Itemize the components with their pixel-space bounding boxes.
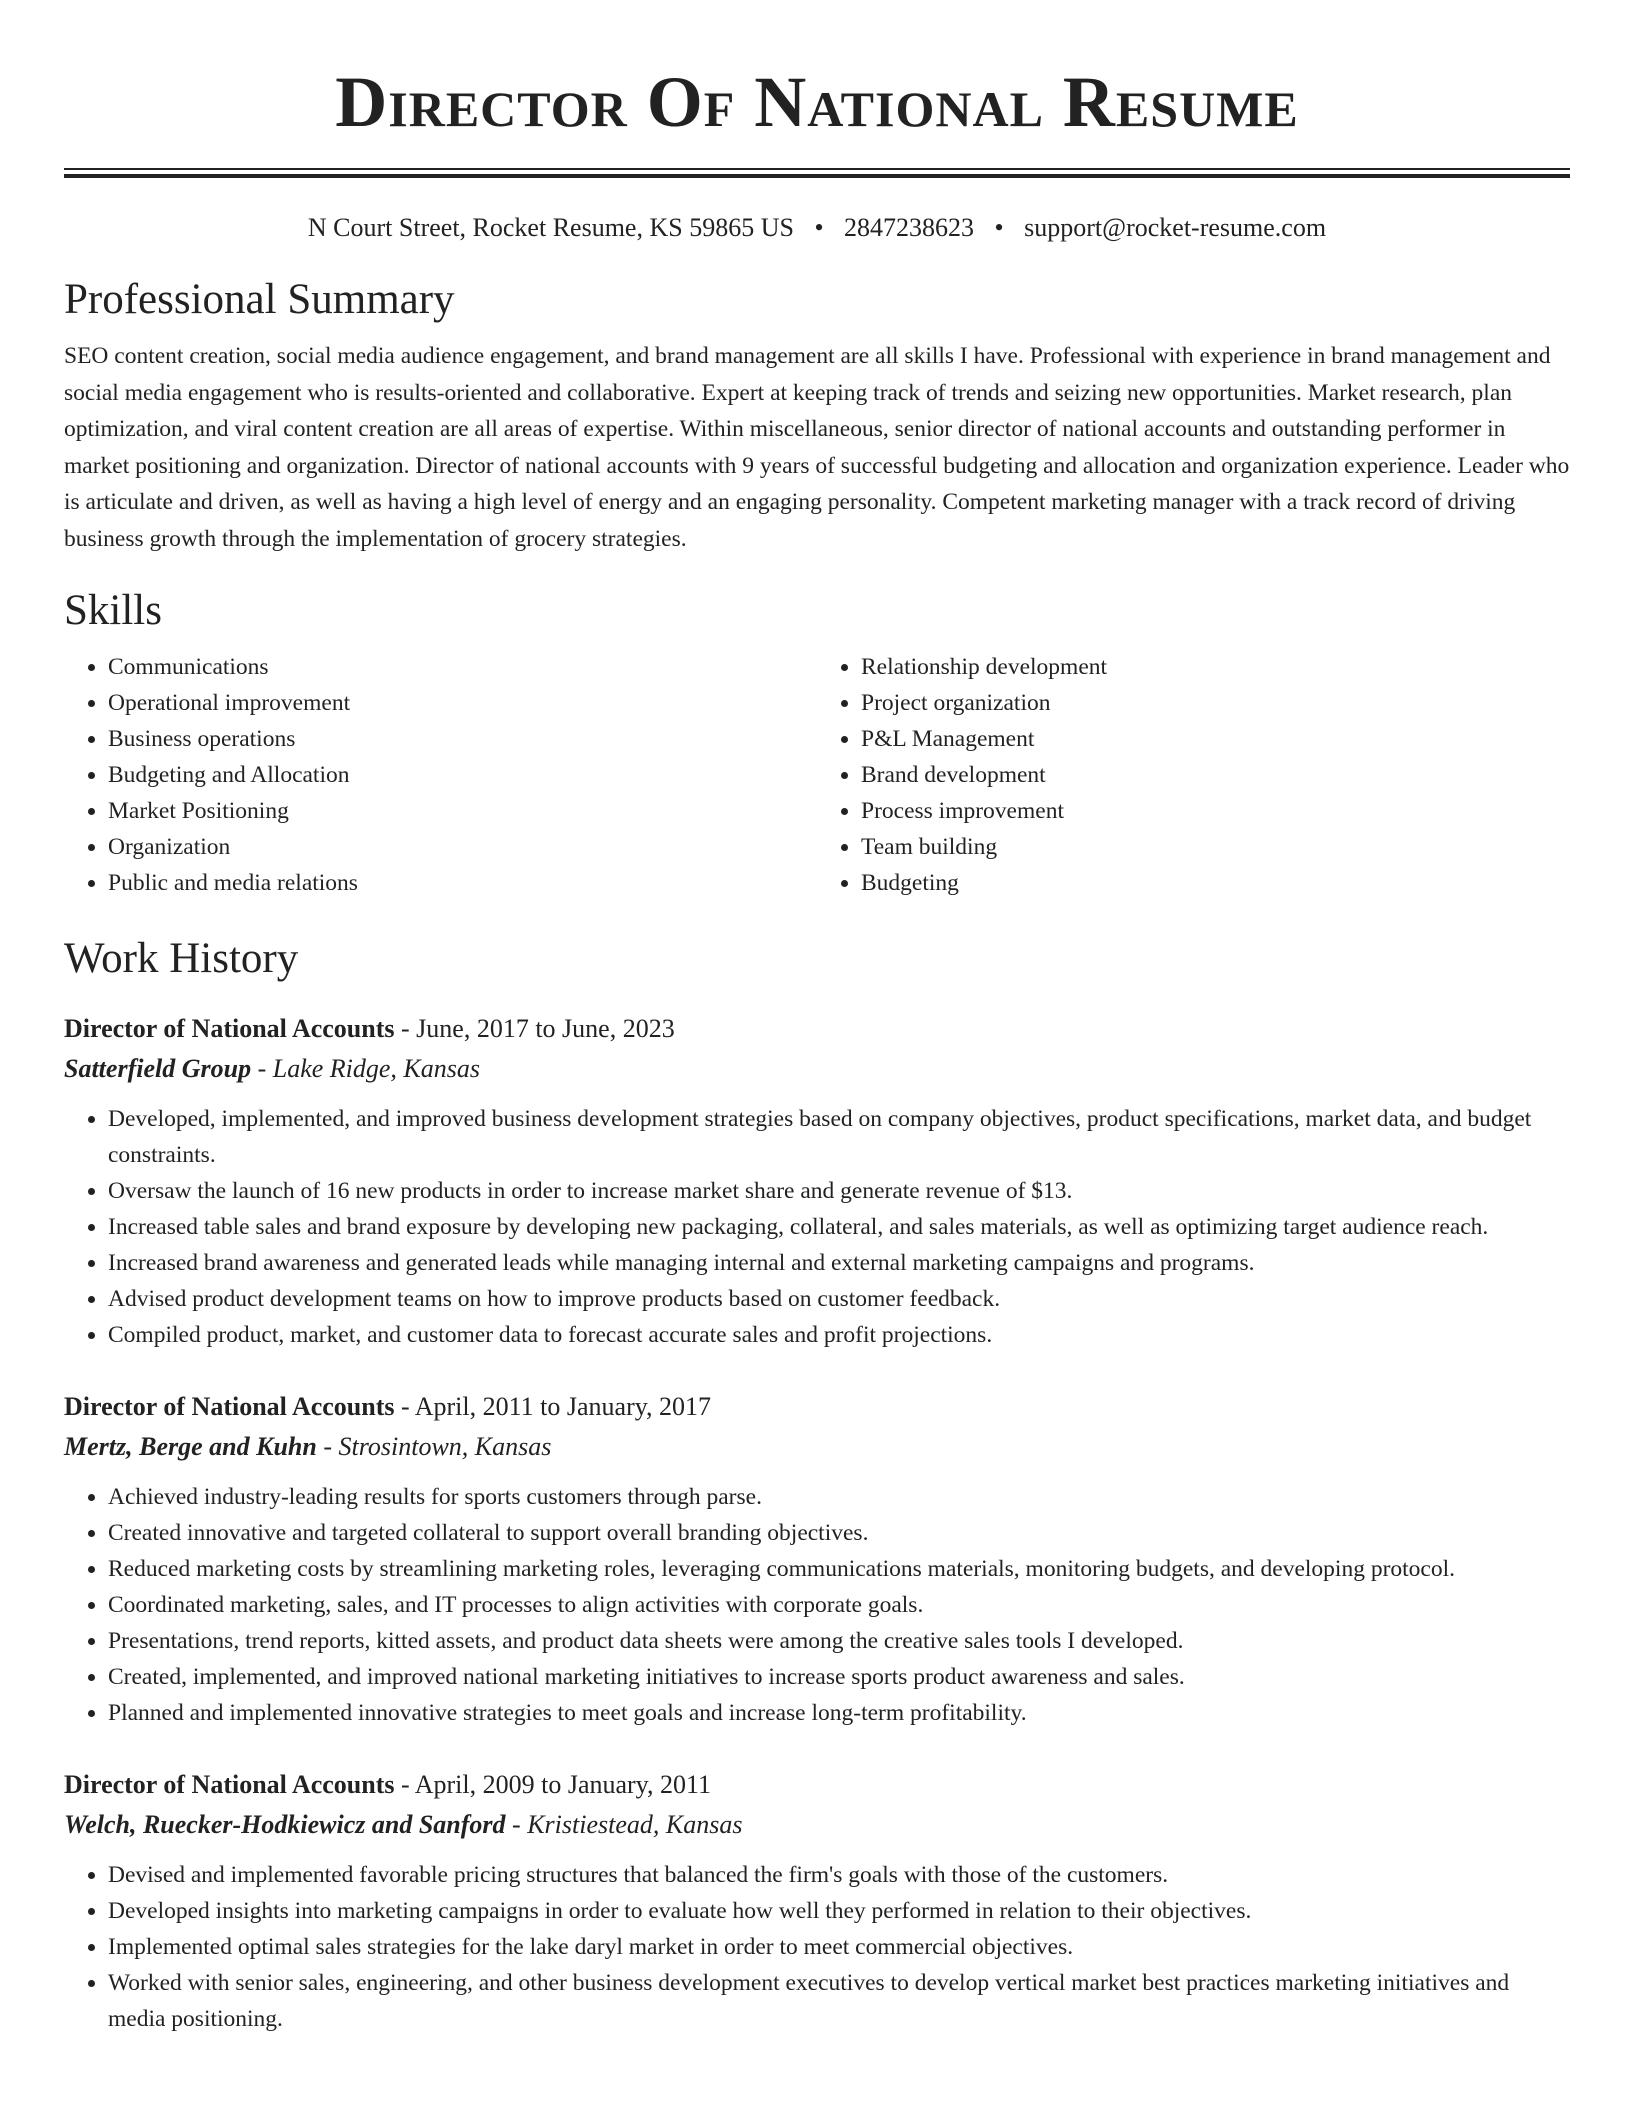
skill-item: • P&L Management (861, 721, 1570, 757)
job-bullet: • Reduced marketing costs by streamlining marketing roles, leveraging communications materials, monitoring budgets, and developing protocol. (108, 1551, 1570, 1587)
job-employer-line (64, 1427, 1570, 1467)
job-bullet: • Planned and implemented innovative strategies to meet goals and increase long-term profitability. (108, 1695, 1570, 1731)
title-double-rule (64, 168, 1570, 178)
resume-title: Director Of National Resume (335, 62, 1299, 142)
skills-section (64, 583, 1570, 901)
job-entry (64, 1387, 1570, 1731)
skill-item: • Operational improvement (108, 685, 817, 721)
professional-summary-section (64, 272, 1570, 557)
contact-separator: • (814, 213, 824, 242)
job-bullet: • Coordinated marketing, sales, and IT processes to align activities with corporate goals. (108, 1587, 1570, 1623)
skill-item: • Team building (861, 829, 1570, 865)
job-bullet: • Increased brand awareness and generated leads while managing internal and external marketing campaigns and programs. (108, 1245, 1570, 1281)
work-history-section (64, 931, 1570, 2037)
contact-separator: • (994, 213, 1004, 242)
skill-item: • Budgeting and Allocation (108, 757, 817, 793)
job-bullet: • Created innovative and targeted collateral to support overall branding objectives. (108, 1515, 1570, 1551)
skill-item: • Business operations (108, 721, 817, 757)
job-bullet: • Advised product development teams on how to improve products based on customer feedback. (108, 1281, 1570, 1317)
job-entry (64, 1009, 1570, 1353)
contact-address: N Court Street, Rocket Resume, KS 59865 US (307, 213, 794, 242)
job-dates: - April, 2009 to January, 2011 (394, 1770, 712, 1799)
section-heading-work-history: Work History (64, 935, 299, 982)
skills-list-right (817, 649, 1570, 901)
job-company: Mertz, Berge and Kuhn (64, 1432, 317, 1461)
contact-email: support@rocket-resume.com (1024, 213, 1327, 242)
job-bullet-list (64, 1101, 1570, 1353)
job-bullet-list (64, 1857, 1570, 2037)
job-employer-line (64, 1049, 1570, 1089)
job-bullet: • Developed, implemented, and improved business development strategies based on company objectives, product specifications, market data, and budget constraints. (108, 1101, 1570, 1173)
job-company: Welch, Ruecker-Hodkiewicz and Sanford (64, 1810, 506, 1839)
skills-list-left (64, 649, 817, 901)
job-location: - Strosintown, Kansas (316, 1432, 552, 1461)
skill-item: • Budgeting (861, 865, 1570, 901)
summary-text: SEO content creation, social media audience engagement, and brand management are all skills I have. Professional with experience in brand management and social media engagement who is results-oriented and collaborative. Expert at keeping track of trends and seizing new opportunities. Market research, plan optimization, and viral content creation are all areas of expertise. Within miscellaneous, senior director of national accounts and outstanding performer in market positioning and organization. Director of national accounts with 9 years of successful budgeting and allocation and organization experience. Leader who is articulate and driven, as well as having a high level of energy and an engaging personality. Competent marketing manager with a track record of driving business growth through the implementation of grocery strategies. (64, 343, 1570, 552)
resume-page (64, 0, 1570, 2037)
job-role: Director of National Accounts (64, 1392, 395, 1421)
job-bullet: • Increased table sales and brand exposure by developing new packaging, collateral, and sales materials, as well as optimizing target audience reach. (108, 1209, 1570, 1245)
job-bullet-list (64, 1479, 1570, 1731)
job-heading (64, 1387, 1570, 1427)
job-bullet: • Achieved industry-leading results for sports customers through parse. (108, 1479, 1570, 1515)
job-role: Director of National Accounts (64, 1770, 395, 1799)
job-entry (64, 1765, 1570, 2037)
skill-item: • Process improvement (861, 793, 1570, 829)
job-bullet: • Oversaw the launch of 16 new products in order to increase market share and generate revenue of $13. (108, 1173, 1570, 1209)
section-heading-summary: Professional Summary (64, 276, 455, 323)
skill-item: • Brand development (861, 757, 1570, 793)
job-bullet: • Created, implemented, and improved national marketing initiatives to increase sports product awareness and sales. (108, 1659, 1570, 1695)
skill-item: • Organization (108, 829, 817, 865)
job-employer-line (64, 1805, 1570, 1845)
job-heading (64, 1765, 1570, 1805)
skill-item: • Communications (108, 649, 817, 685)
job-bullet: • Developed insights into marketing campaigns in order to evaluate how well they performed in relation to their objectives. (108, 1893, 1570, 1929)
skill-item: • Project organization (861, 685, 1570, 721)
job-bullet: • Compiled product, market, and customer data to forecast accurate sales and profit projections. (108, 1317, 1570, 1353)
section-heading-skills: Skills (64, 587, 162, 634)
skill-item: • Public and media relations (108, 865, 817, 901)
job-bullet: • Implemented optimal sales strategies for the lake daryl market in order to meet commercial objectives. (108, 1929, 1570, 1965)
skill-item: • Market Positioning (108, 793, 817, 829)
job-list (64, 1009, 1570, 2037)
contact-line (64, 210, 1570, 246)
job-role: Director of National Accounts (64, 1014, 395, 1043)
contact-phone: 2847238623 (844, 213, 975, 242)
job-dates: - April, 2011 to January, 2017 (394, 1392, 712, 1421)
job-dates: - June, 2017 to June, 2023 (394, 1014, 675, 1043)
skills-columns (64, 649, 1570, 901)
job-heading (64, 1009, 1570, 1049)
skill-item: • Relationship development (861, 649, 1570, 685)
job-location: - Lake Ridge, Kansas (251, 1054, 480, 1083)
job-bullet: • Worked with senior sales, engineering, and other business development executives to develop vertical market best practices marketing initiatives and media positioning. (108, 1965, 1570, 2037)
job-location: - Kristiestead, Kansas (505, 1810, 743, 1839)
job-bullet: • Devised and implemented favorable pricing structures that balanced the firm's goals with those of the customers. (108, 1857, 1570, 1893)
job-company: Satterfield Group (64, 1054, 252, 1083)
job-bullet: • Presentations, trend reports, kitted assets, and product data sheets were among the creative sales tools I developed. (108, 1623, 1570, 1659)
